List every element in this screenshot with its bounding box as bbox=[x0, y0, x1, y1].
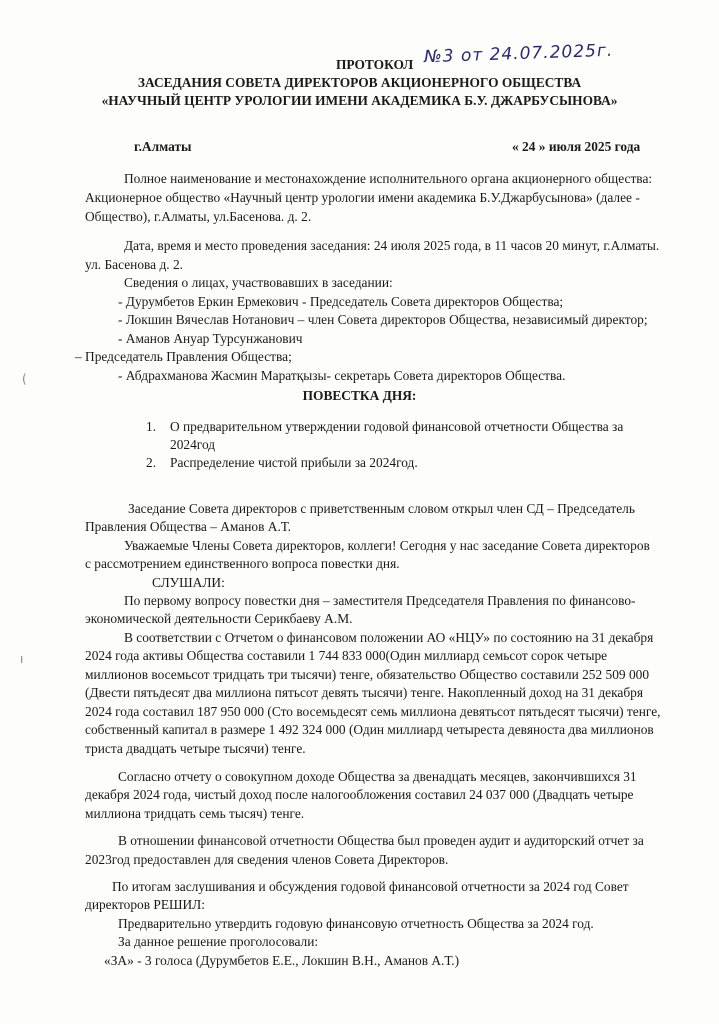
body-p6-line1: В отношении финансовой отчетности Общества был проведен аудит и аудиторский отчет за bbox=[118, 833, 644, 848]
body-p2-line1: Уважаемые Члены Совета директоров, коллеги! Сегодня у нас заседание Совета директоров bbox=[124, 538, 650, 553]
intro-p1-line2: Акционерное общество «Научный центр урологии имени академика Б.У.Джарбусынова» (далее - bbox=[85, 190, 640, 205]
protocol-word: ПРОТОКОЛ bbox=[336, 57, 414, 72]
body-p1-line1: Заседание Совета директоров с приветственным словом открыл член СД – Председатель bbox=[128, 501, 635, 516]
body-p5-line1: Согласно отчету о совокупном доходе Общества за двенадцать месяцев, закончившихся 31 bbox=[118, 769, 637, 784]
body-p4-line7: триста двадцать четыре тысячи) тенге. bbox=[85, 741, 306, 756]
body-p5-line3: миллиона тридцать семь тысяч) тенге. bbox=[85, 806, 305, 821]
header-line-2: ЗАСЕДАНИЯ СОВЕТА ДИРЕКТОРОВ АКЦИОНЕРНОГО ОБЩЕСТВА bbox=[137, 75, 582, 90]
attendee-item: – Председатель Правления Общества; bbox=[75, 349, 292, 364]
agenda-title: ПОВЕСТКА ДНЯ: bbox=[302, 388, 417, 403]
attendee-item: - Аманов Ануар Турсунжанович bbox=[118, 331, 303, 346]
scan-artifact: ( bbox=[22, 372, 27, 386]
agenda-item-number: 1. bbox=[146, 419, 157, 434]
heard-label: СЛУШАЛИ: bbox=[152, 575, 225, 590]
intro-p2-line2: ул. Басенова д. 2. bbox=[85, 257, 184, 272]
body-p10-vote: «ЗА» - 3 голоса (Дурумбетов Е.Е., Локшин В.Н., Аманов А.Т.) bbox=[104, 953, 460, 968]
city: г.Алматы bbox=[134, 139, 192, 154]
intro-p2-line1: Дата, время и место проведения заседания: 24 июля 2025 года, в 11 часов 20 минут, г.Алматы. bbox=[124, 238, 660, 253]
body-p5-line2: декабря 2024 года, чистый доход после налогообложения составил 24 037 000 (Двадцать четыре bbox=[85, 787, 634, 802]
intro-p1-line1: Полное наименование и местонахождение исполнительного органа акционерного общества: bbox=[124, 171, 653, 186]
agenda-item-1-line1: О предварительном утверждении годовой финансовой отчетности Общества за bbox=[170, 419, 624, 434]
attendee-item: - Абдрахманова Жасмин Маратқызы- секретарь Совета директоров Общества. bbox=[118, 368, 566, 383]
agenda-item-number: 2. bbox=[146, 455, 157, 470]
attendee-item: - Локшин Вячеслав Нотанович – член Совета директоров Общества, независимый директор; bbox=[118, 312, 648, 327]
body-p4-line5: 2024 года составил 187 950 000 (Сто восемьдесят семь миллиона девятьсот пятьдесят тысячи) тенге, bbox=[85, 704, 661, 719]
body-p4-line3: миллионов восемьсот тридцать три тысячи) тенге, обязательство Общество составили 252 509 000 bbox=[85, 667, 650, 682]
attendee-item: - Дурумбетов Еркин Ермекович - Председатель Совета директоров Общества; bbox=[118, 294, 564, 309]
body-p7-line2: директоров РЕШИЛ: bbox=[85, 897, 205, 912]
intro-p1-line3: Общество), г.Алматы, ул.Басенова. д. 2. bbox=[85, 209, 312, 224]
handwritten-protocol-number: №3 от 24.07.2025г. bbox=[423, 40, 614, 68]
body-p3-line2: экономической деятельности Серикбаеву А.М. bbox=[85, 611, 353, 626]
body-p1-line2: Правления Общества – Аманов А.Т. bbox=[85, 519, 291, 534]
meeting-date: « 24 » июля 2025 года bbox=[512, 139, 641, 154]
body-p8: Предварительно утвердить годовую финансовую отчетность Общества за 2024 год. bbox=[118, 916, 594, 931]
body-p6-line2: 2023год предоставлен для сведения членов Совета Директоров. bbox=[85, 852, 449, 867]
agenda-item-1-line2: 2024год bbox=[170, 437, 216, 452]
body-p2-line2: с рассмотрением единственного вопроса повестки дня. bbox=[85, 556, 400, 571]
header-line-3: «НАУЧНЫЙ ЦЕНТР УРОЛОГИИ ИМЕНИ АКАДЕМИКА Б.У. ДЖАРБУСЫНОВА» bbox=[101, 93, 618, 108]
body-p4-line1: В соответствии с Отчетом о финансовом положении АО «НЦУ» по состоянию на 31 декабря bbox=[124, 630, 654, 645]
body-p3-line1: По первому вопросу повестки дня – заместителя Председателя Правления по финансово- bbox=[124, 593, 636, 608]
body-p4-line4: (Двести пятьдесят два миллиона пятьсот девять тысячи) тенге. Накопленный доход на 31 декабря bbox=[85, 685, 644, 700]
scan-artifact: ı bbox=[20, 652, 24, 666]
body-p9: За данное решение проголосовали: bbox=[118, 934, 319, 949]
body-p4-line6: собственный капитал в размере 1 492 324 000 (Один миллиард четыреста девяноста два миллионов bbox=[85, 722, 654, 737]
body-p7-line1: По итогам заслушивания и обсуждения годовой финансовой отчетности за 2024 год Совет bbox=[112, 879, 629, 894]
attendees-heading: Сведения о лицах, участвовавших в заседании: bbox=[124, 275, 393, 290]
body-p4-line2: 2024 года активы Общества составили 1 744 833 000(Один миллиард семьсот сорок четыре bbox=[85, 648, 608, 663]
agenda-item-2: Распределение чистой прибыли за 2024год. bbox=[170, 455, 418, 470]
